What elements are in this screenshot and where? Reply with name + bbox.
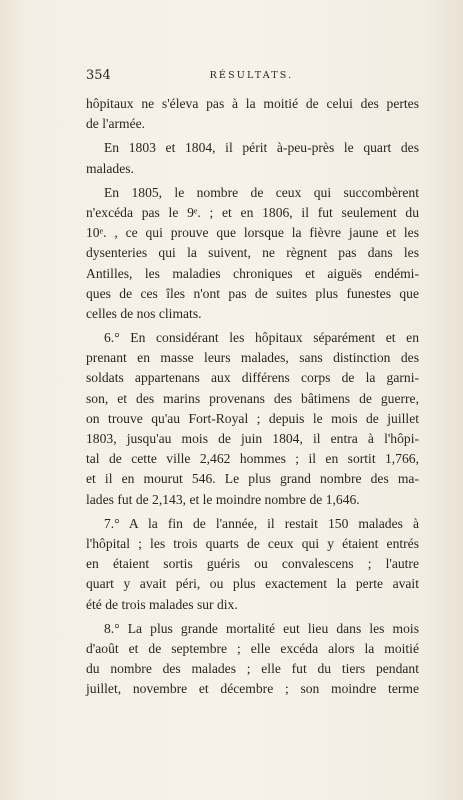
text-line: l'hôpital ; les trois quarts de ceux qui y étaient entrés: [86, 535, 419, 551]
text-line: son, et des marins provenans des bâtimens de guerre,: [86, 390, 419, 406]
text-line: 6.° En considérant les hôpitaux séparément et en: [104, 330, 419, 346]
text-line: et il en mourut 546. Le plus grand nombre des ma-: [86, 471, 419, 487]
text-line: celles de nos climats.: [86, 305, 202, 321]
paragraph: [86, 619, 419, 700]
text-line: d'août et de septembre ; elle excéda alors la moitié: [86, 640, 419, 656]
text-line: malades.: [86, 160, 134, 176]
text-line: du nombre des malades ; elle fut du tiers pendant: [86, 661, 419, 677]
text-line: tal de cette ville 2,462 hommes ; il en sortit 1,766,: [86, 451, 419, 467]
text-line: soldats appartenans aux différens corps de la garni-: [86, 370, 419, 386]
text-line: quart y avait péri, ou plus exactement la perte avait: [86, 576, 419, 592]
text-line: 1803, jusqu'au mois de juin 1804, il entra à l'hôpi-: [86, 431, 419, 446]
text-line: juillet, novembre et décembre ; son moindre terme: [86, 681, 419, 697]
text-line: prenant en masse leurs malades, sans distinction des: [86, 350, 419, 366]
body-text: [86, 94, 419, 699]
text-line: n'excéda pas le 9ᵉ. ; et en 1806, il fut seulement du: [86, 204, 419, 220]
text-line: En 1805, le nombre de ceux qui succombèrent: [104, 184, 419, 200]
text-line: 7.° A la fin de l'année, il restait 150 malades à: [104, 515, 419, 531]
page-header: [86, 66, 417, 84]
text-line: été de trois malades sur dix.: [86, 596, 238, 612]
paragraph: [86, 183, 419, 324]
paragraph: [86, 514, 419, 615]
running-head: RÉSULTATS.: [209, 70, 294, 81]
text-line: lades fut de 2,143, et le moindre nombre de 1,646.: [86, 491, 360, 507]
text-line: dysenteries qui la suivent, ne règnent pas dans les: [86, 245, 419, 261]
paragraph: [86, 94, 419, 134]
text-line: 8.° La plus grande mortalité eut lieu dans les mois: [104, 620, 419, 636]
text-line: ques de ces îles n'ont pas de suites plus funestes que: [86, 285, 419, 301]
paragraph: [86, 328, 419, 510]
text-line: En 1803 et 1804, il périt à-peu-près le quart des: [104, 140, 419, 156]
text-line: on trouve qu'au Fort-Royal ; depuis le mois de juillet: [86, 410, 419, 426]
text-line: Antilles, les maladies chroniques et aiguës endémi-: [86, 265, 419, 281]
text-line: en étaient sortis guéris ou convalescens ; l'autre: [86, 556, 419, 572]
paragraph: [86, 138, 419, 178]
text-line: hôpitaux ne s'éleva pas à la moitié de celui des pertes: [86, 96, 419, 111]
text-line: 10ᵉ. , ce qui prouve que lorsque la fièvre jaune et les: [86, 225, 419, 241]
text-line: de l'armée.: [86, 116, 146, 132]
page-number: 354: [86, 68, 111, 83]
